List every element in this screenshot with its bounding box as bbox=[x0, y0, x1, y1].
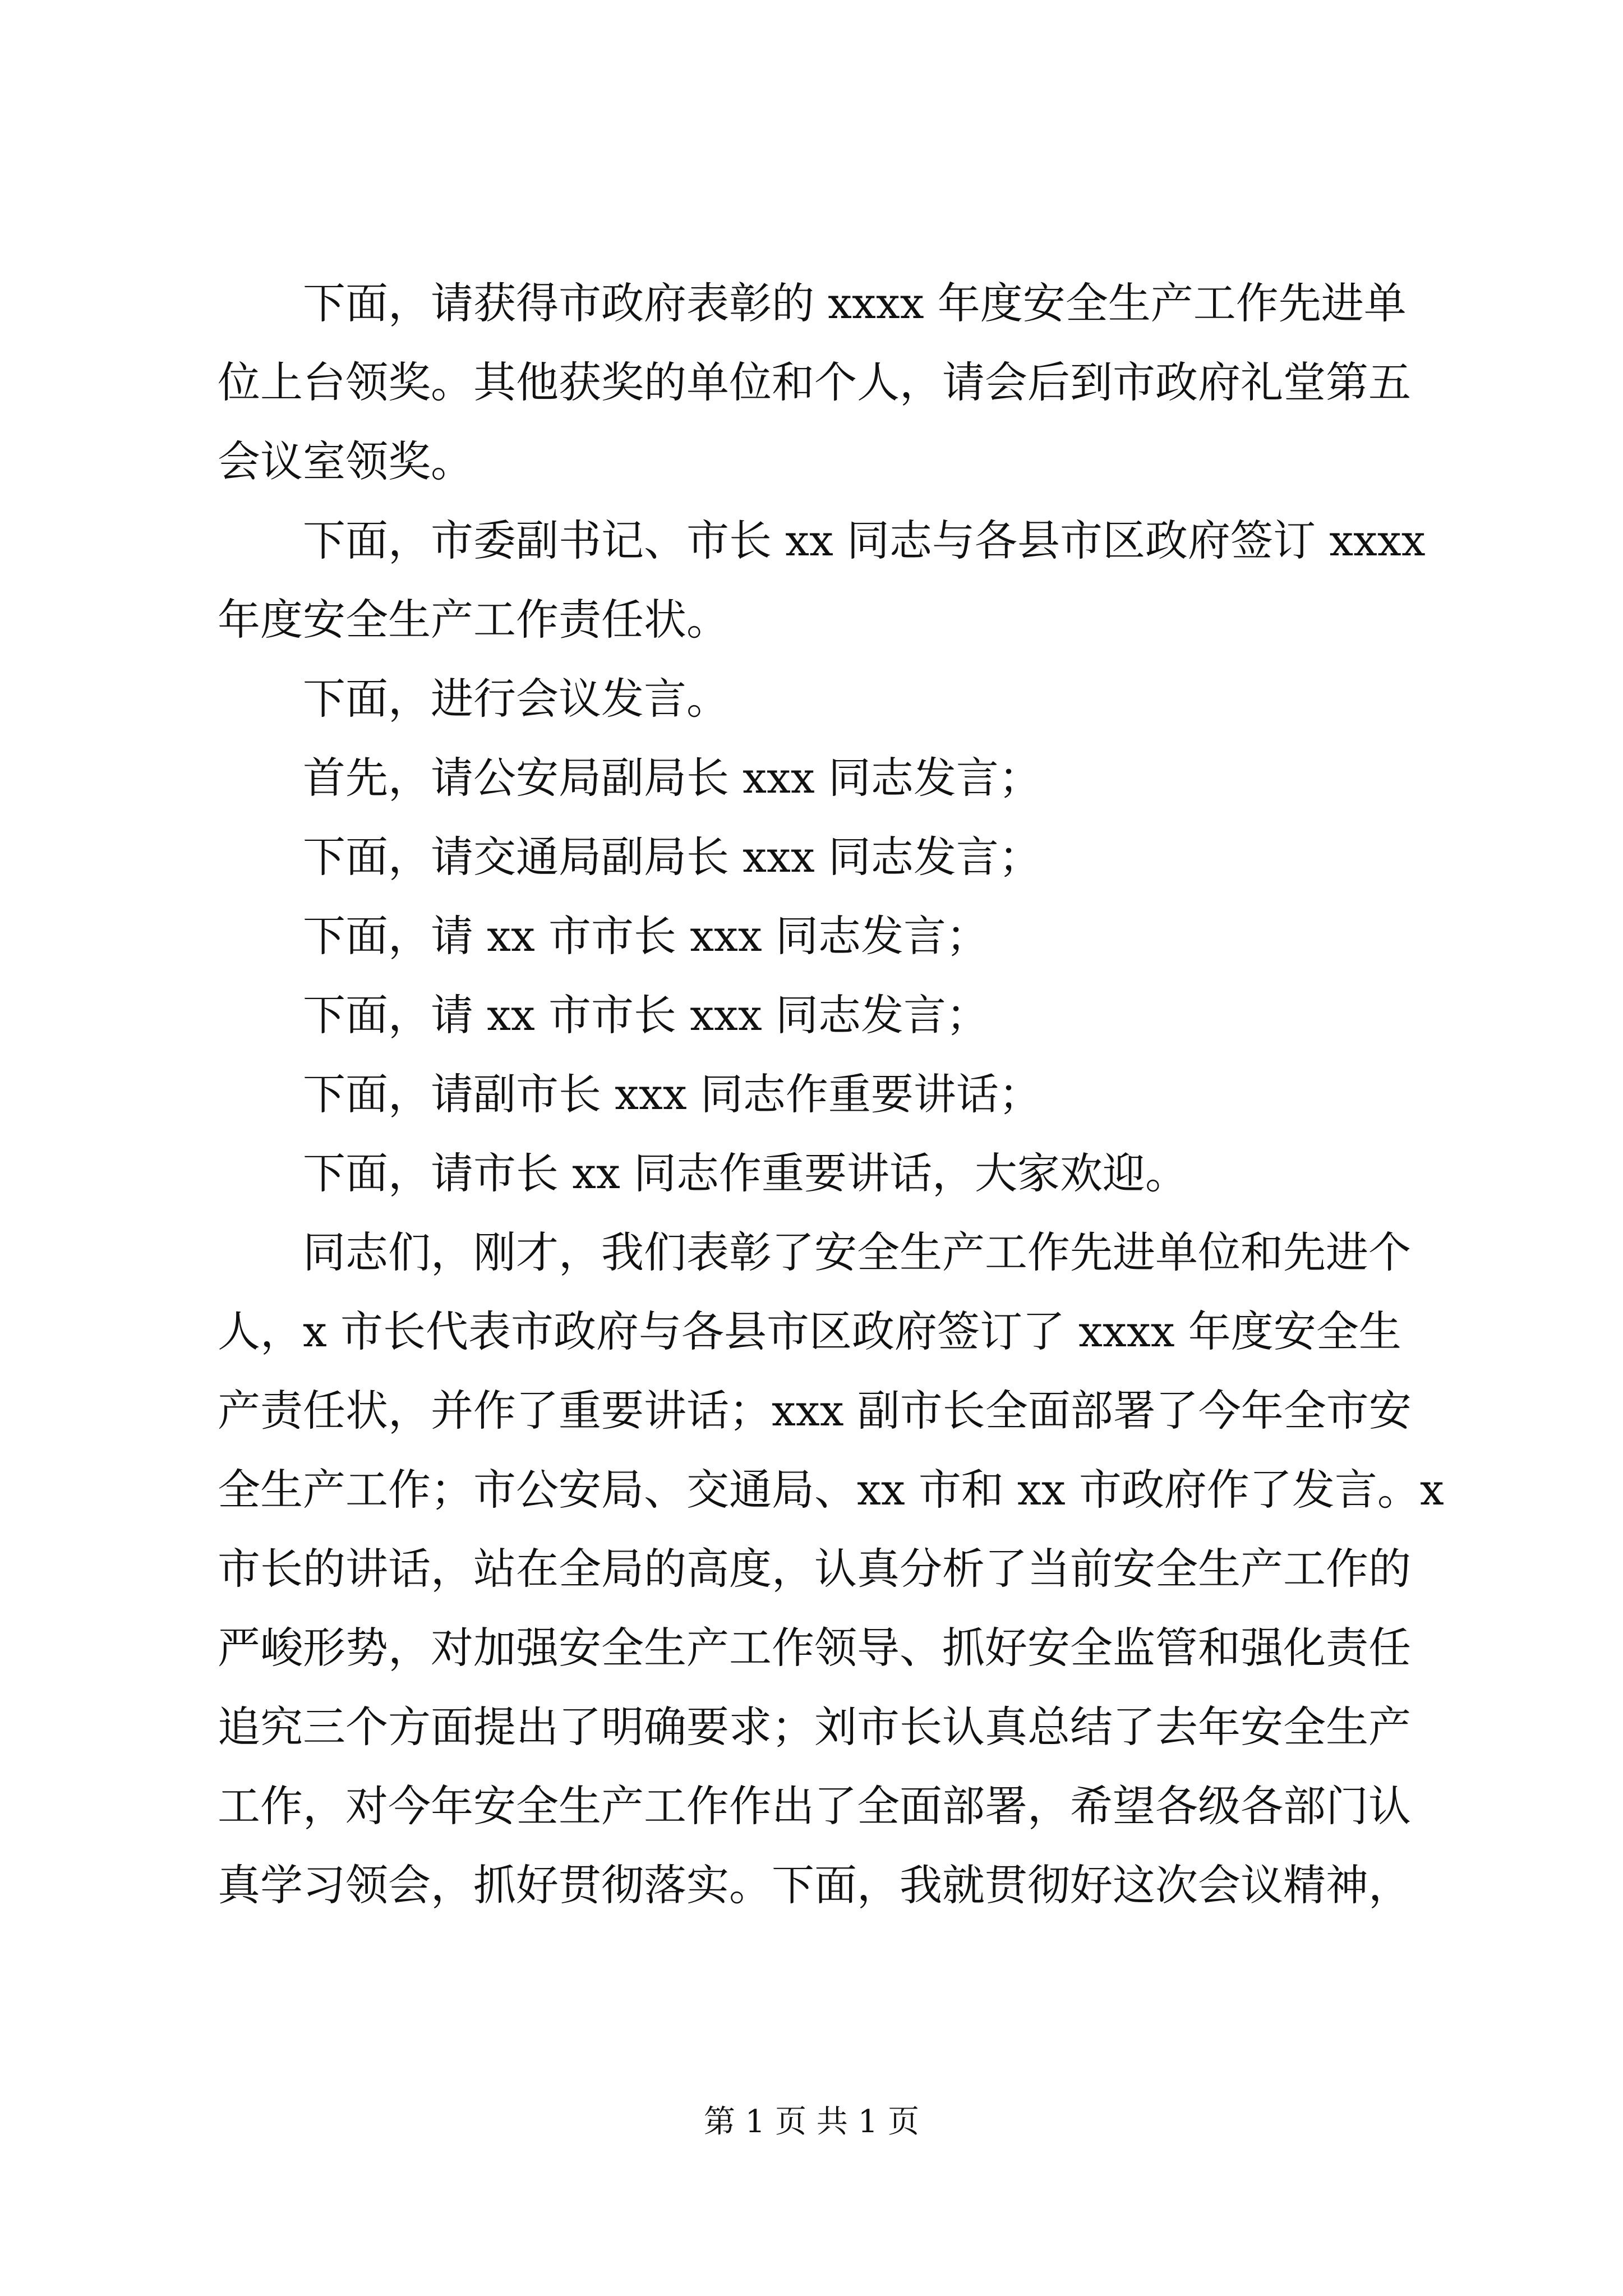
paragraph-line: 下面，进行会议发言。 bbox=[303, 674, 729, 724]
paragraph-line: 同志们，刚才，我们表彰了安全生产工作先进单位和先进个 bbox=[303, 1227, 1411, 1277]
paragraph-line: 年度安全生产工作责任状。 bbox=[218, 595, 729, 645]
paragraph-line: 严峻形势，对加强安全生产工作领导、抓好安全监管和强化责任 bbox=[218, 1623, 1411, 1673]
paragraph-line: 下面，请副市长 xxx 同志作重要讲话； bbox=[303, 1069, 1041, 1119]
paragraph-line: 会议室领奖。 bbox=[218, 436, 473, 486]
paragraph-line: 下面，请市长 xx 同志作重要讲话，大家欢迎。 bbox=[303, 1148, 1188, 1198]
paragraph-line: 下面，请 xx 市市长 xxx 同志发言； bbox=[303, 990, 989, 1040]
paragraph-line: 工作，对今年安全生产工作作出了全面部署，希望各级各部门认 bbox=[218, 1781, 1411, 1831]
paragraph-line: 产责任状，并作了重要讲话；xxx 副市长全面部署了今年全市安 bbox=[218, 1386, 1412, 1435]
paragraph-line: 首先，请公安局副局长 xxx 同志发言； bbox=[303, 753, 1041, 803]
paragraph-line: 下面，请交通局副局长 xxx 同志发言； bbox=[303, 832, 1041, 882]
paragraph-line: 市长的讲话，站在全局的高度，认真分析了当前安全生产工作的 bbox=[218, 1544, 1411, 1594]
paragraph-line: 下面，市委副书记、市长 xx 同志与各县市区政府签订 xxxx bbox=[303, 516, 1426, 565]
paragraph-line: 人，x 市长代表市政府与各县市区政府签订了 xxxx 年度安全生 bbox=[218, 1306, 1401, 1356]
paragraph-line: 追究三个方面提出了明确要求；刘市长认真总结了去年安全生产 bbox=[218, 1702, 1411, 1752]
paragraph-line: 真学习领会，抓好贯彻落实。下面，我就贯彻好这次会议精神， bbox=[218, 1860, 1411, 1910]
paragraph-line: 全生产工作；市公安局、交通局、xx 市和 xx 市政府作了发言。x bbox=[218, 1465, 1444, 1515]
document-body bbox=[218, 264, 1444, 1925]
paragraph-line: 下面，请 xx 市市长 xxx 同志发言； bbox=[303, 911, 989, 961]
paragraph-line: 位上台领奖。其他获奖的单位和个人，请会后到市政府礼堂第五 bbox=[218, 357, 1411, 407]
paragraph-line: 下面，请获得市政府表彰的 xxxx 年度安全生产工作先进单 bbox=[303, 278, 1407, 328]
page-footer: 第 1 页 共 1 页 bbox=[703, 2104, 920, 2140]
